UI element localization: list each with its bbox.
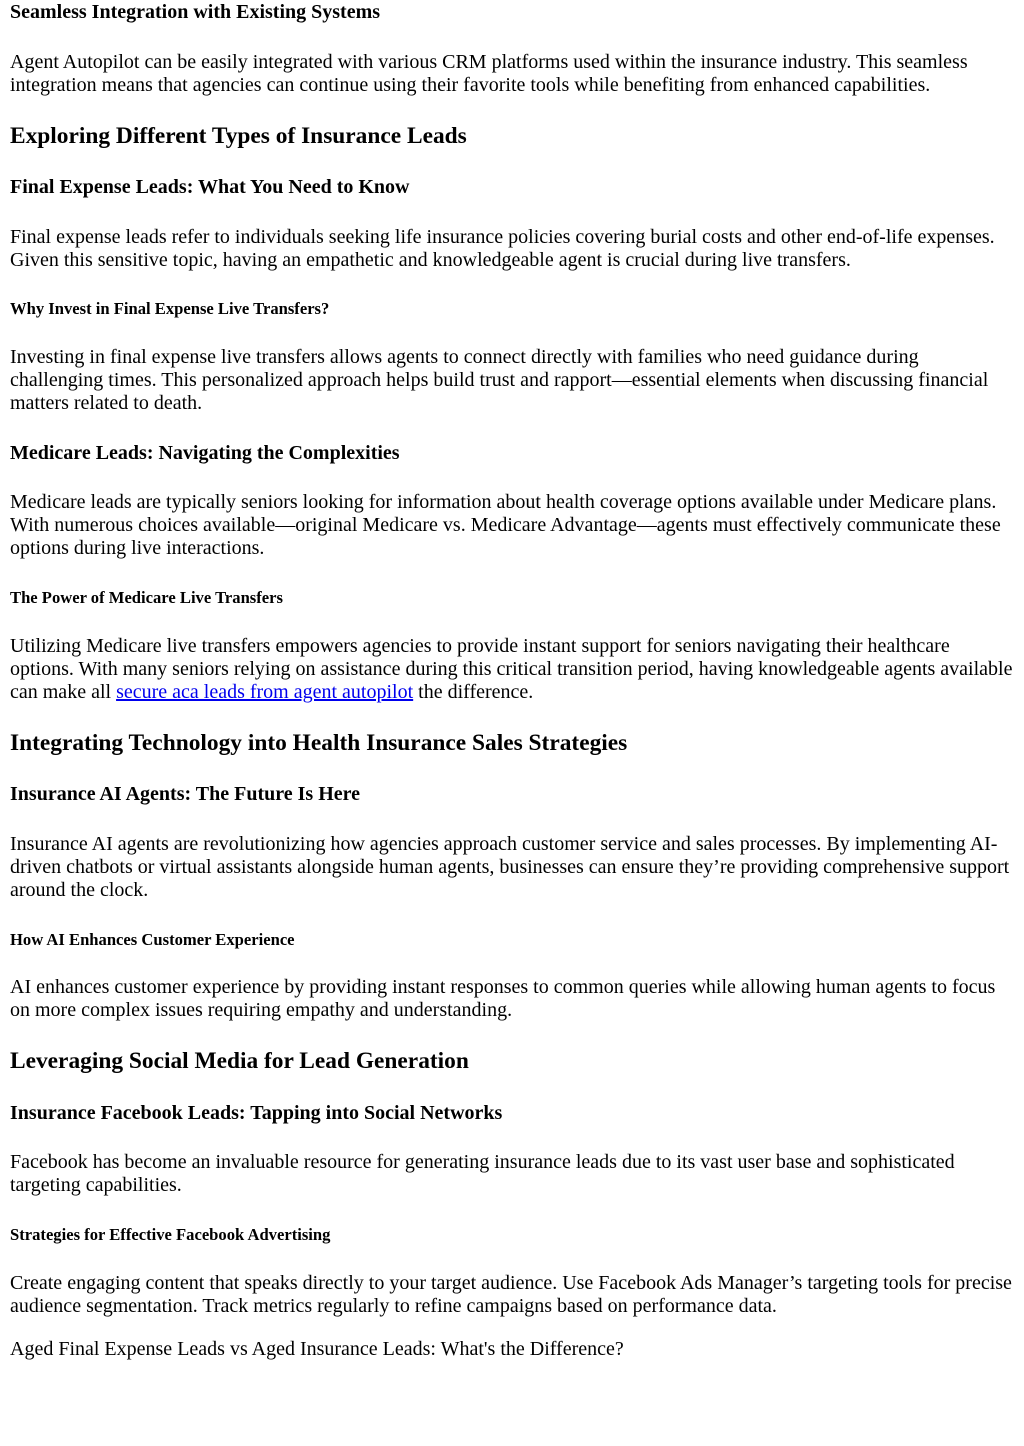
heading-final-expense-leads: Final Expense Leads: What You Need to Know (10, 176, 410, 199)
heading-facebook-leads: Insurance Facebook Leads: Tapping into Social Networks (10, 1101, 503, 1124)
heading-ai-agents: Insurance AI Agents: The Future Is Here (10, 783, 361, 806)
heading-integrating-technology: Integrating Technology into Health Insurance Sales Strategies (10, 729, 628, 756)
paragraph-ai-experience: AI enhances customer experience by providing instant responses to common queries while allowing human agents to focus on more complex issues requiring empathy and understanding. (10, 976, 996, 1022)
paragraph-final-expense: Final expense leads refer to individuals seeking life insurance policies covering burial costs and other end-of-life expenses. Given this sensitive topic, having an empathetic and knowledgeable agent is crucial during live transfers. (10, 225, 995, 271)
paragraph-facebook-strategies: Create engaging content that speaks directly to your target audience. Use Facebook Ads Manager’s targeting tools for precise audience segmentation. Track metrics regularly to refine campaigns based on performance data. (10, 1271, 1012, 1317)
paragraph-facebook: Facebook has become an invaluable resource for generating insurance leads due to its vast user base and sophisticated targeting capabilities. (10, 1151, 955, 1197)
paragraph-integration: Agent Autopilot can be easily integrated with various CRM platforms used within the insurance industry. This seamless integration means that agencies can continue using their favorite tools while benefiting from enhanced capabilities. (10, 50, 968, 96)
heading-facebook-strategies: Strategies for Effective Facebook Advertising (10, 1225, 331, 1245)
paragraph-why-invest: Investing in final expense live transfers allows agents to connect directly with families who need guidance during challenging times. This personalized approach helps build trust and rapport—essential elements when discussing financial matters related to death. (10, 346, 989, 415)
paragraph-medicare: Medicare leads are typically seniors looking for information about health coverage options available under Medicare plans. With numerous choices available—original Medicare vs. Medicare Advantage—agents must effectively communicate these options during live interactions. (10, 491, 1001, 560)
heading-seamless-integration: Seamless Integration with Existing Systems (10, 1, 381, 23)
paragraph-medicare-transfers (10, 635, 1014, 704)
heading-ai-experience: How AI Enhances Customer Experience (10, 929, 295, 949)
heading-medicare-transfers: The Power of Medicare Live Transfers (10, 588, 283, 608)
heading-types-of-leads: Exploring Different Types of Insurance Leads (10, 122, 467, 149)
paragraph-ai-agents: Insurance AI agents are revolutionizing how agencies approach customer service and sales processes. By implementing AI-driven chatbots or virtual assistants alongside human agents, businesses can ensure they’re providing comprehensive support around the clock. (10, 832, 1010, 901)
aca-leads-link[interactable]: secure aca leads from agent autopilot (116, 680, 414, 703)
heading-why-invest: Why Invest in Final Expense Live Transfers? (10, 299, 330, 319)
text-after-link: the difference. (413, 680, 534, 703)
heading-social-media: Leveraging Social Media for Lead Generation (10, 1048, 469, 1075)
text-before-link: Utilizing Medicare live transfers empowers agencies to provide instant support for seniors navigating their healthcare options. With many seniors relying on assistance during this critical transition period, having knowledgeable agents available can make all (10, 634, 1013, 703)
paragraph-aged-leads: Aged Final Expense Leads vs Aged Insurance Leads: What's the Difference? (10, 1337, 624, 1360)
heading-medicare-leads: Medicare Leads: Navigating the Complexities (10, 441, 400, 464)
